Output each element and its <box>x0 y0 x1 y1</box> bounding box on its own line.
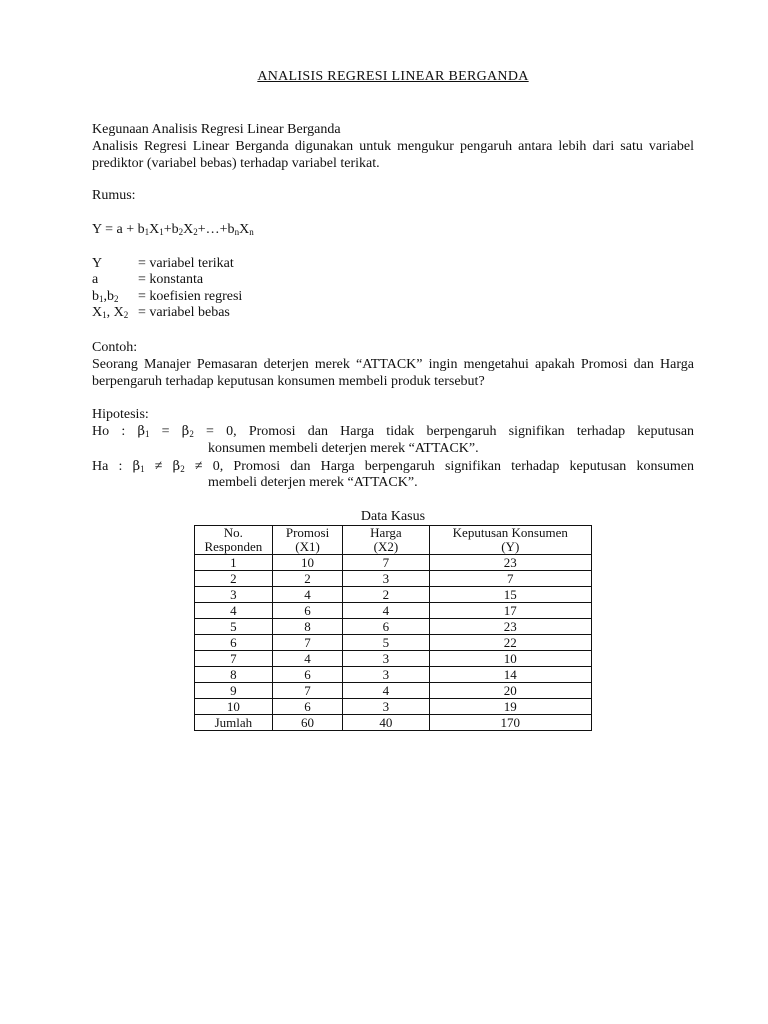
definition-row: $X_1$, $X_2$ = variabel bebas <box>92 305 230 320</box>
table-cell: 23 <box>429 619 591 635</box>
kegunaan-heading: Kegunaan Analisis Regresi Linear Berganda <box>92 122 341 137</box>
table-cell: 4 <box>195 603 273 619</box>
table-cell: 22 <box>429 635 591 651</box>
kegunaan-text: Analisis Regresi Linear Berganda digunakan untuk mengukur pengaruh antara lebih dari satu variabel prediktor (variabel bebas) terhadap variabel terikat. <box>92 139 694 171</box>
table-cell: 2 <box>272 571 343 587</box>
table-cell: 15 <box>429 587 591 603</box>
column-header: No. Responden <box>195 526 273 555</box>
table-cell: 2 <box>343 587 429 603</box>
table-row <box>195 651 592 667</box>
table-cell: 23 <box>429 555 591 571</box>
table-cell: 20 <box>429 683 591 699</box>
table-cell: 2 <box>195 571 273 587</box>
column-header: Harga (X2) <box>343 526 429 555</box>
table-cell: 19 <box>429 699 591 715</box>
table-row <box>195 635 592 651</box>
data-table <box>194 525 592 731</box>
table-cell: 4 <box>272 587 343 603</box>
table-caption: Data Kasus <box>360 509 426 524</box>
table-cell: 3 <box>195 587 273 603</box>
table-cell: 60 <box>272 715 343 731</box>
table-cell: 6 <box>272 603 343 619</box>
table-row <box>195 683 592 699</box>
table-row <box>195 603 592 619</box>
page-title: ANALISIS REGRESI LINEAR BERGANDA <box>257 69 529 84</box>
table-cell: 3 <box>343 571 429 587</box>
table-row <box>195 555 592 571</box>
table-row <box>195 699 592 715</box>
table-row <box>195 667 592 683</box>
table-cell: 7 <box>343 555 429 571</box>
table-cell: 40 <box>343 715 429 731</box>
table-row <box>195 619 592 635</box>
table-cell: 7 <box>195 651 273 667</box>
table-cell: 170 <box>429 715 591 731</box>
table-cell: 7 <box>272 683 343 699</box>
table-total-row <box>195 715 592 731</box>
table-cell: Jumlah <box>195 715 273 731</box>
table-cell: 5 <box>343 635 429 651</box>
column-header: Keputusan Konsumen (Y) <box>429 526 591 555</box>
table-cell: 4 <box>272 651 343 667</box>
hipotesis-heading: Hipotesis: <box>92 407 149 422</box>
regression-formula: $Y = a + b_1X_1+b_2X_2+\dots+b_nX_n$ <box>92 222 254 237</box>
table-cell: 1 <box>195 555 273 571</box>
table-cell: 4 <box>343 683 429 699</box>
table-cell: 7 <box>272 635 343 651</box>
hypothesis-ha-continued: membeli deterjen merek “ATTACK”. <box>208 475 418 490</box>
contoh-text: Seorang Manajer Pemasaran deterjen merek “ATTACK” ingin mengetahui apakah Promosi dan Harga berpengaruh terhadap keputusan konsumen membeli produk tersebut? <box>92 357 694 389</box>
table-cell: 8 <box>272 619 343 635</box>
table-cell: 10 <box>429 651 591 667</box>
table-cell: 3 <box>343 699 429 715</box>
table-cell: 3 <box>343 667 429 683</box>
table-cell: 10 <box>272 555 343 571</box>
rumus-heading: Rumus: <box>92 188 136 203</box>
table-cell: 6 <box>272 699 343 715</box>
hypothesis-ho: Ho : $\beta_1 = \beta_2 = 0$, Promosi dan Harga tidak berpengaruh signifikan terhadap keputusan <box>92 424 695 439</box>
table-cell: 6 <box>272 667 343 683</box>
definition-row: a = konstanta <box>92 272 204 287</box>
table-cell: 4 <box>343 603 429 619</box>
table-cell: 7 <box>429 571 591 587</box>
table-row <box>195 571 592 587</box>
table-cell: 6 <box>343 619 429 635</box>
table-cell: 9 <box>195 683 273 699</box>
column-header: Promosi (X1) <box>272 526 343 555</box>
definition-row: Y = variabel terikat <box>92 256 234 271</box>
table-cell: 17 <box>429 603 591 619</box>
table-cell: 5 <box>195 619 273 635</box>
table-cell: 10 <box>195 699 273 715</box>
definition-row: $b_1,b_2$ = koefisien regresi <box>92 289 243 304</box>
contoh-heading: Contoh: <box>92 340 138 355</box>
hypothesis-ha: Ha : $\beta_1 \ne \beta_2 \ne 0$, Promosi dan Harga berpengaruh signifikan terhadap keputusan konsumen <box>92 459 695 474</box>
table-row <box>195 587 592 603</box>
table-cell: 6 <box>195 635 273 651</box>
table-cell: 14 <box>429 667 591 683</box>
table-cell: 8 <box>195 667 273 683</box>
table-cell: 3 <box>343 651 429 667</box>
hypothesis-ho-continued: konsumen membeli deterjen merek “ATTACK”. <box>208 441 479 456</box>
table-header-row <box>195 526 592 555</box>
